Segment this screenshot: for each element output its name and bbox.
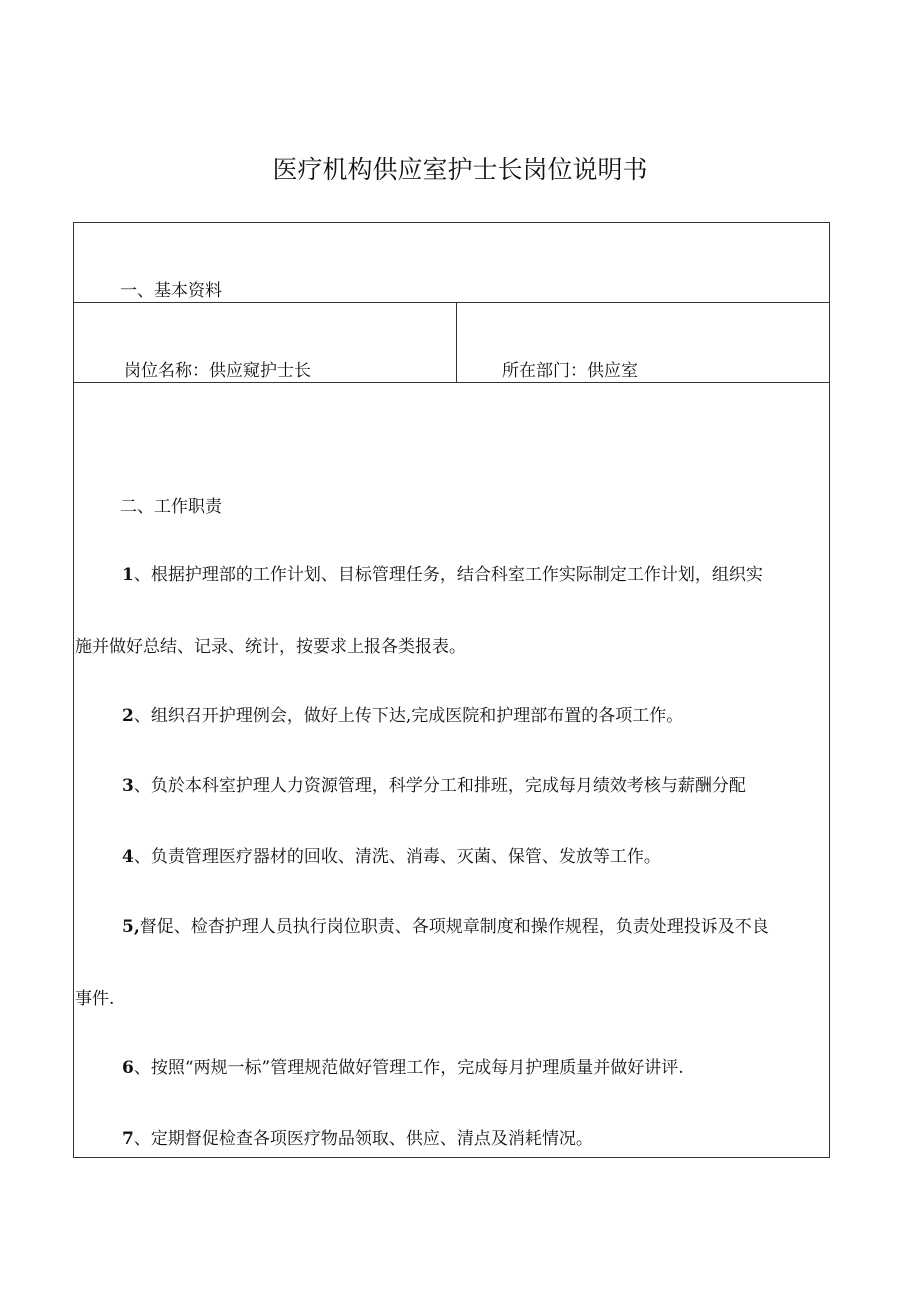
department-field: 所在部门：供应室 — [502, 361, 638, 381]
duty-number: 6 — [122, 1058, 134, 1078]
section-basic-info-heading: 一、基本资料 — [120, 281, 222, 301]
duty-text: 、负责管理医疗器材的回收、清洗、消毒、灭菌、保管、发放等工作。 — [133, 847, 661, 867]
duty-text: 、定期督促检查各项医疗物品领取、供应、清点及消耗情况。 — [133, 1129, 593, 1149]
duty-text-continued: 施并做好总结、记录、统计，按要求上报各类报表。 — [75, 637, 466, 657]
duty-text: 、负於本科室护理人力资源管理，科学分工和排班，完成每月绩效考核与薪酬分配 — [133, 776, 746, 796]
duty-number: 3 — [122, 776, 134, 796]
job-description-table — [73, 222, 830, 1158]
cell-divider — [456, 303, 457, 383]
duty-number: 1 — [122, 565, 134, 585]
duty-text: 督促、检杳护理人员执行岗位职责、各项规章制度和操作规程，负责处理投诉及不良 — [139, 917, 769, 937]
duty-number: 7 — [122, 1129, 134, 1149]
duty-number: 2 — [122, 706, 134, 726]
document-title: 医疗机构供应室护士长岗位说明书 — [272, 155, 648, 184]
duties-row — [74, 383, 829, 1157]
duty-text: 、组织召开护理例会，做好上传下达,完成医院和护理部布置的各项工作。 — [133, 706, 684, 726]
post-info-row — [74, 303, 829, 383]
section-duties-heading: 二、工作职责 — [120, 497, 222, 517]
duty-text: 、根据护理部的工作计划、目标管理任务，结合科室工作实际制定工作计划，组织实 — [133, 565, 763, 585]
duty-text-continued: 事件. — [75, 989, 115, 1009]
duty-number: 5, — [122, 917, 140, 937]
post-name-field: 岗位名称：供应窥护士长 — [124, 361, 311, 381]
duty-text: 、按照“两规一标”管理规范做好管理工作，完成每月护理质量并做好讲评. — [133, 1058, 684, 1078]
basic-info-row — [74, 223, 829, 303]
duty-number: 4 — [122, 847, 134, 867]
